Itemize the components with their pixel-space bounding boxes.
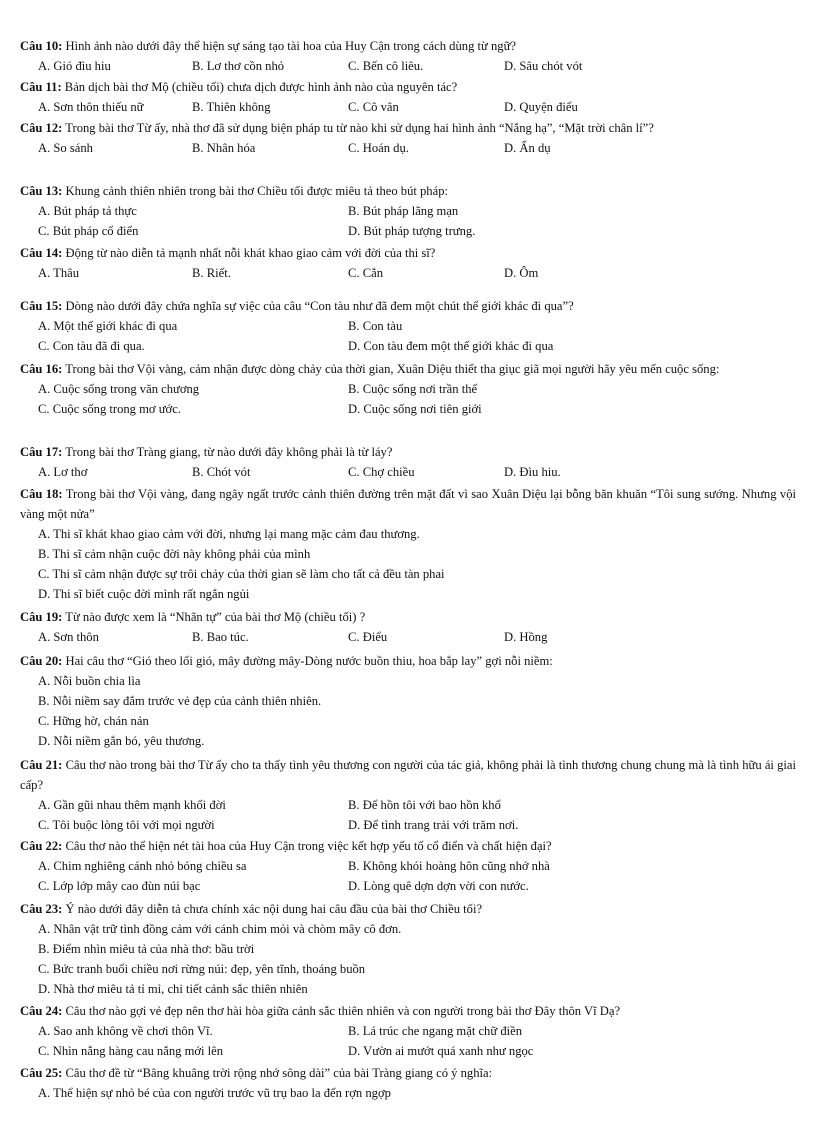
- question-14: [20, 243, 796, 283]
- options-row: [20, 336, 796, 356]
- option-c[interactable]: C. Chợ chiều: [348, 465, 415, 479]
- question-text: Từ nào được xem là “Nhãn tự” của bài thơ Mộ (chiều tối) ?: [65, 610, 366, 624]
- option-a[interactable]: A. Lơ thơ: [38, 465, 88, 479]
- option-a[interactable]: A. Sơn thôn: [38, 630, 99, 644]
- question-number: Câu 19:: [20, 610, 63, 624]
- options-row: [20, 316, 796, 336]
- option-a[interactable]: A. So sánh: [38, 141, 93, 155]
- option-a[interactable]: A. Sao anh không về chơi thôn Vĩ.: [38, 1024, 213, 1038]
- question-text: Câu thơ nào trong bài thơ Từ ấy cho ta thấy tình yêu thương con người của tác giả, không phải là tình thương chung chung mà là tình hữu ái giai cấp?: [20, 758, 796, 792]
- question-16: [20, 359, 796, 419]
- option-a[interactable]: A. Gió đìu hiu: [38, 59, 111, 73]
- question-13: [20, 181, 796, 241]
- question-text: Động từ nào diễn tả mạnh nhất nỗi khát khao giao cảm với đời của thi sĩ?: [65, 246, 436, 260]
- question-number: Câu 16:: [20, 362, 63, 376]
- question-20: [20, 651, 796, 751]
- option-a[interactable]: A. Thi sĩ khát khao giao cảm với đời, nhưng lại mang mặc cảm đau thương.: [38, 527, 420, 541]
- question-number: Câu 20:: [20, 654, 63, 668]
- option-b[interactable]: B. Điểm nhìn miêu tả của nhà thơ: bầu trời: [38, 942, 255, 956]
- question-number: Câu 24:: [20, 1004, 63, 1018]
- option-d[interactable]: D. Ẩn dụ: [504, 141, 551, 155]
- option-c[interactable]: C. Nhìn nắng hàng cau nắng mới lên: [38, 1044, 224, 1058]
- option-a[interactable]: A. Thể hiện sự nhỏ bé của con người trước vũ trụ bao la đến rợn ngợp: [38, 1086, 391, 1100]
- question-text: Khung cảnh thiên nhiên trong bài thơ Chiều tối được miêu tả theo bút pháp:: [65, 184, 448, 198]
- question-17: [20, 442, 796, 482]
- options-row: [20, 97, 796, 117]
- options-list: [20, 1083, 796, 1103]
- question-18: [20, 484, 796, 604]
- option-b[interactable]: B. Không khói hoàng hôn cũng nhớ nhà: [348, 859, 550, 873]
- option-d[interactable]: D. Lòng quê dợn dợn vời con nước.: [348, 879, 529, 893]
- question-number: Câu 25:: [20, 1066, 63, 1080]
- question-11: [20, 77, 796, 117]
- option-c[interactable]: C. Hững hờ, chán nản: [38, 714, 149, 728]
- options-list: [20, 919, 796, 999]
- option-b[interactable]: B. Nỗi niềm say đắm trước vẻ đẹp của cảnh thiên nhiên.: [38, 694, 322, 708]
- options-row: [20, 1021, 796, 1041]
- option-d[interactable]: D. Hồng: [504, 630, 548, 644]
- options-row: [20, 56, 796, 76]
- option-b[interactable]: B. Nhân hóa: [192, 141, 256, 155]
- option-b[interactable]: B. Chót vót: [192, 465, 251, 479]
- option-c[interactable]: C. Cô vân: [348, 100, 399, 114]
- option-d[interactable]: D. Con tàu đem một thế giới khác đi qua: [348, 339, 554, 353]
- option-b[interactable]: B. Con tàu: [348, 319, 403, 333]
- question-text: Hình ảnh nào dưới đây thể hiện sự sáng tạo tài hoa của Huy Cận trong cách dùng từ ngữ?: [65, 39, 516, 53]
- option-d[interactable]: D. Thi sĩ biết cuộc đời mình rất ngắn ngủi: [38, 587, 250, 601]
- question-15: [20, 296, 796, 356]
- question-number: Câu 21:: [20, 758, 63, 772]
- option-a[interactable]: A. Nỗi buồn chia lìa: [38, 674, 141, 688]
- option-c[interactable]: C. Bến cô liêu.: [348, 59, 424, 73]
- option-b[interactable]: B. Cuộc sống nơi trần thế: [348, 382, 478, 396]
- option-c[interactable]: C. Lớp lớp mây cao đùn núi bạc: [38, 879, 201, 893]
- options-row: [20, 138, 796, 158]
- option-d[interactable]: D. Nhà thơ miêu tả tỉ mỉ, chi tiết cảnh sắc thiên nhiên: [38, 982, 308, 996]
- options-row: [20, 201, 796, 221]
- question-number: Câu 15:: [20, 299, 63, 313]
- option-c[interactable]: C. Hoán dụ.: [348, 141, 409, 155]
- option-d[interactable]: D. Vườn ai mướt quá xanh như ngọc: [348, 1044, 534, 1058]
- question-text: Trong bài thơ Tràng giang, từ nào dưới đây không phải là từ láy?: [65, 445, 393, 459]
- options-row: [20, 399, 796, 419]
- option-d[interactable]: D. Bút pháp tượng trưng.: [348, 224, 476, 238]
- question-text: Câu thơ nào gợi vẻ đẹp nên thơ hài hòa giữa cảnh sắc thiên nhiên và con người trong bài thơ Đây thôn Vĩ Dạ?: [65, 1004, 621, 1018]
- question-text: Câu thơ nào thể hiện nét tài hoa của Huy Cận trong việc kết hợp yếu tố cổ điển và chất hiện đại?: [65, 839, 552, 853]
- option-d[interactable]: D. Ôm: [504, 266, 539, 280]
- options-row: [20, 627, 796, 647]
- option-c[interactable]: C. Điểu: [348, 630, 388, 644]
- question-number: Câu 10:: [20, 39, 63, 53]
- option-b[interactable]: B. Để hồn tôi với bao hồn khổ: [348, 798, 501, 812]
- option-d[interactable]: D. Sâu chót vót: [504, 59, 583, 73]
- options-row: [20, 379, 796, 399]
- option-d[interactable]: D. Quyện điểu: [504, 100, 578, 114]
- options-row: [20, 876, 796, 896]
- question-text: Dòng nào dưới đây chứa nghĩa sự việc của câu “Con tàu như đã đem một chút thế giới khác đi qua”?: [65, 299, 574, 313]
- question-number: Câu 18:: [20, 487, 63, 501]
- options-row: [20, 221, 796, 241]
- question-number: Câu 12:: [20, 121, 63, 135]
- option-a[interactable]: A. Nhân vật trữ tình đồng cảm với cánh chim mỏi và chòm mây cô đơn.: [38, 922, 402, 936]
- question-number: Câu 13:: [20, 184, 63, 198]
- option-a[interactable]: A. Một thế giới khác đi qua: [38, 319, 178, 333]
- option-a[interactable]: A. Bút pháp tả thực: [38, 204, 137, 218]
- option-b[interactable]: B. Lá trúc che ngang mặt chữ điền: [348, 1024, 523, 1038]
- option-a[interactable]: A. Gần gũi nhau thêm mạnh khối đời: [38, 798, 226, 812]
- option-b[interactable]: B. Lơ thơ cồn nhỏ: [192, 59, 285, 73]
- question-text: Trong bài thơ Vội vàng, cảm nhận được dòng chảy của thời gian, Xuân Diệu thiết tha giục giã mọi người hãy yêu mến cuộc sống:: [65, 362, 720, 376]
- options-row: [20, 815, 796, 835]
- question-12: [20, 118, 796, 158]
- question-10: [20, 36, 796, 76]
- option-a[interactable]: A. Cuộc sống trong văn chương: [38, 382, 200, 396]
- question-text: Trong bài thơ Vội vàng, đang ngây ngất trước cảnh thiên đường trên mặt đất vì sao Xuân Diệu lại bỗng băn khuăn “Tôi sung sướng. Nhưng vội vàng một nửa”: [20, 487, 796, 521]
- question-text: Ý nào dưới đây diễn tả chưa chính xác nội dung hai câu đầu của bài thơ Chiều tối?: [65, 902, 483, 916]
- question-25: [20, 1063, 796, 1103]
- option-b[interactable]: B. Riết.: [192, 266, 231, 280]
- options-row: [20, 263, 796, 283]
- options-row: [20, 795, 796, 815]
- option-c[interactable]: C. Cắn: [348, 266, 384, 280]
- option-c[interactable]: C. Con tàu đã đi qua.: [38, 339, 145, 353]
- option-d[interactable]: D. Đìu hiu.: [504, 465, 561, 479]
- question-number: Câu 23:: [20, 902, 63, 916]
- options-row: [20, 462, 796, 482]
- question-23: [20, 899, 796, 999]
- question-number: Câu 14:: [20, 246, 63, 260]
- option-c[interactable]: C. Thi sĩ cảm nhận được sự trôi chảy của thời gian sẽ làm cho tất cả đều tàn phai: [38, 567, 445, 581]
- option-d[interactable]: D. Cuộc sống nơi tiên giới: [348, 402, 482, 416]
- question-text: Bản dịch bài thơ Mộ (chiều tối) chưa dịch được hình ảnh nào của nguyên tác?: [64, 80, 458, 94]
- option-b[interactable]: B. Thi sĩ cảm nhận cuộc đời này không phải của mình: [38, 547, 311, 561]
- question-22: [20, 836, 796, 896]
- question-19: [20, 607, 796, 647]
- option-a[interactable]: A. Chim nghiêng cánh nhỏ bóng chiều sa: [38, 859, 247, 873]
- option-c[interactable]: C. Bức tranh buổi chiều nơi rừng núi: đẹp, yên tĩnh, thoáng buồn: [38, 962, 366, 976]
- option-d[interactable]: D. Nỗi niềm gắn bó, yêu thương.: [38, 734, 205, 748]
- question-number: Câu 17:: [20, 445, 63, 459]
- options-row: [20, 1041, 796, 1061]
- option-c[interactable]: C. Bút pháp cổ điển: [38, 224, 139, 238]
- options-row: [20, 856, 796, 876]
- question-text: Trong bài thơ Từ ấy, nhà thơ đã sử dụng biện pháp tu từ nào khi sử dụng hai hình ảnh “Nắng hạ”, “Mặt trời chân lí”?: [65, 121, 654, 135]
- option-d[interactable]: D. Để tình trang trải với trăm nơi.: [348, 818, 519, 832]
- option-b[interactable]: B. Bao túc.: [192, 630, 249, 644]
- option-a[interactable]: A. Sơn thôn thiếu nữ: [38, 100, 144, 114]
- option-a[interactable]: A. Thâu: [38, 266, 80, 280]
- question-number: Câu 22:: [20, 839, 63, 853]
- option-c[interactable]: C. Cuộc sống trong mơ ước.: [38, 402, 181, 416]
- option-b[interactable]: B. Bút pháp lãng mạn: [348, 204, 459, 218]
- question-24: [20, 1001, 796, 1061]
- question-21: [20, 755, 796, 835]
- option-c[interactable]: C. Tôi buộc lòng tôi với mọi người: [38, 818, 215, 832]
- option-b[interactable]: B. Thiên không: [192, 100, 271, 114]
- question-text: Hai câu thơ “Gió theo lối gió, mây đường mây-Dòng nước buồn thiu, hoa bắp lay” gợi nỗi niềm:: [65, 654, 553, 668]
- question-number: Câu 11:: [20, 80, 62, 94]
- question-text: Câu thơ đề từ “Bâng khuâng trời rộng nhớ sông dài” của bài Tràng giang có ý nghĩa:: [65, 1066, 493, 1080]
- options-list: [20, 524, 796, 604]
- options-list: [20, 671, 796, 751]
